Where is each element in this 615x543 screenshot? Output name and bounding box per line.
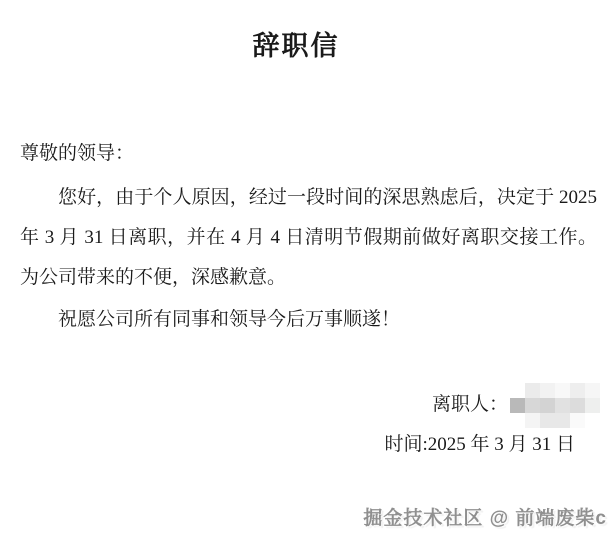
redacted-name-mosaic — [510, 383, 600, 428]
date-line: 时间:2025 年 3 月 31 日 — [384, 434, 575, 455]
greeting-line: 尊敬的领导： — [20, 143, 135, 164]
watermark-text: 掘金技术社区 @ 前端废柴c — [363, 508, 607, 529]
page-title: 辞职信 — [252, 31, 340, 61]
body-paragraph — [20, 178, 597, 298]
paragraph-line: 年 3 月 31 日离职，并在 4 月 4 日清明节假期前做好离职交接工作。 — [20, 227, 597, 248]
wish-line: 祝愿公司所有同事和领导今后万事顺遂！ — [58, 309, 401, 330]
paragraph-line: 您好，由于个人原因，经过一段时间的深思熟虑后，决定于 2025 — [58, 187, 597, 208]
signature-row — [0, 382, 600, 428]
signer-label: 离职人： — [431, 394, 508, 415]
paragraph-line: 为公司带来的不便，深感歉意。 — [20, 267, 287, 288]
